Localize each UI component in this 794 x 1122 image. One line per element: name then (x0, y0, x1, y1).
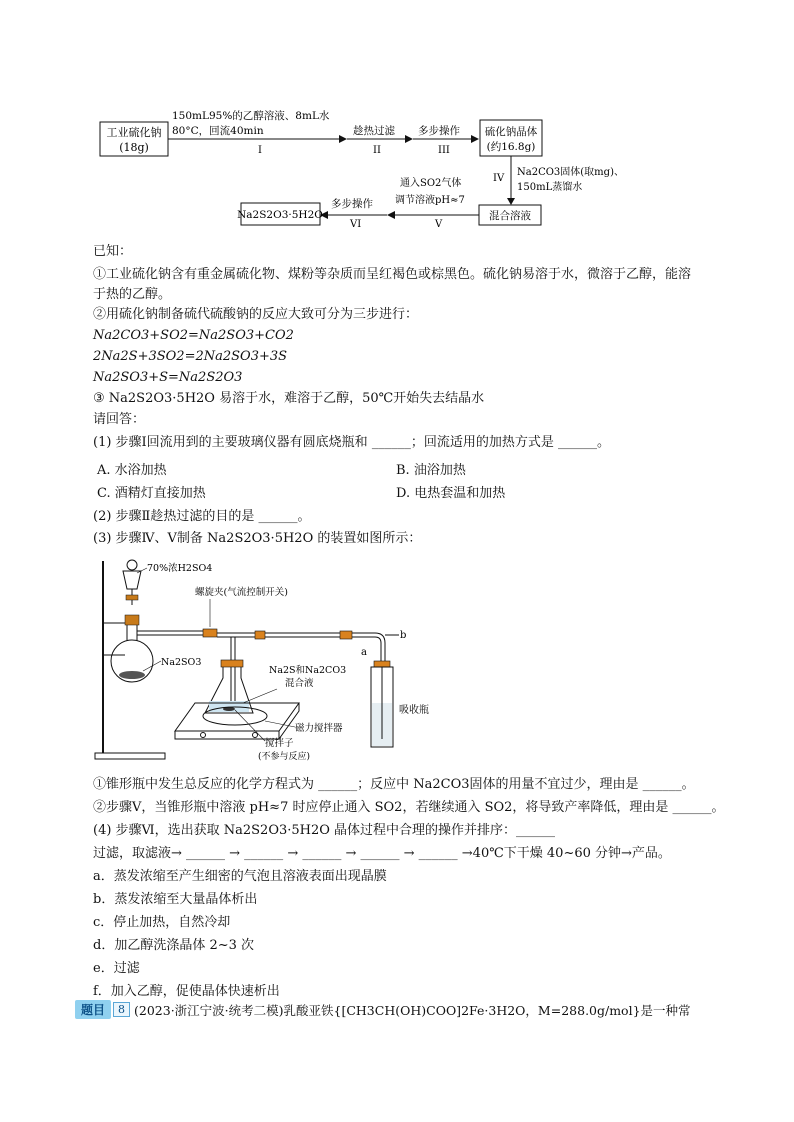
absorber-stopper (374, 661, 390, 667)
mix-label-1: Na2S和Na2CO3 (269, 665, 347, 676)
flowchart (95, 105, 735, 230)
operation-e: e．过滤 (93, 961, 140, 976)
stirrer-knob-1 (201, 733, 206, 738)
known-item-1b: 于热的乙醇。 (93, 287, 172, 302)
connector-1 (255, 631, 265, 639)
funnel-stopper (127, 560, 137, 570)
flask-label: Na2SO3 (161, 657, 202, 668)
flow-arrowhead-4 (507, 198, 515, 205)
apparatus-diagram (95, 553, 429, 768)
flow-box-mixed-text: 混合溶液 (489, 210, 531, 222)
stir-bar-label-2: (不参与反应) (258, 752, 311, 762)
flow-step2-num: II (373, 145, 381, 156)
operation-c: c．停止加热，自然冷却 (93, 915, 231, 930)
flask-stopper (125, 615, 139, 625)
clamp-label: 螺旋夹(气流控制开关) (195, 587, 288, 598)
question-4: (4) 步骤Ⅵ，选出获取 Na2S2O3·5H2O 晶体过程中合理的操作并排序：______ (93, 823, 556, 838)
badge-number: 8 (113, 1002, 130, 1017)
stand-base (95, 753, 165, 759)
question-3: (3) 步骤Ⅳ、Ⅴ制备 Na2S2O3·5H2O 的装置如图所示： (93, 531, 422, 546)
flow-step1-num: I (258, 145, 262, 156)
flow-step4-line2: 150mL蒸馏水 (517, 182, 583, 193)
flow-box-start-line2: (18g) (119, 141, 149, 154)
stir-bar-label-1: 搅拌子 (265, 738, 294, 749)
flow-step4-num: IV (493, 173, 505, 184)
question-2: (2) 步骤Ⅱ趁热过滤的目的是 ______。 (93, 509, 311, 524)
flow-step6-num: VI (350, 219, 362, 230)
question-4-sequence: 过滤，取滤液→ ______ → ______ → ______ → ______ → ______ →40℃下干燥 40~60 分钟→产品。 (93, 846, 671, 861)
operation-a: a．蒸发浓缩至产生细密的气泡且溶液表面出现晶膜 (93, 869, 387, 884)
operation-f: f．加入乙醇，促使晶体快速析出 (93, 984, 280, 999)
option-d: D. 电热套温和加热 (396, 486, 506, 501)
flow-box-start-line1: 工业硫化钠 (106, 126, 162, 139)
flask-solid (119, 671, 145, 679)
flow-step4-line1: Na2CO3固体(取mg)、 (517, 167, 624, 178)
flow-arrowhead-3 (471, 135, 479, 143)
flow-box-product-text: Na2S2O3·5H2O (237, 209, 323, 221)
flow-arrowhead-1 (339, 135, 347, 143)
magnetic-stirrer-front (175, 731, 279, 739)
operation-d: d．加乙醇洗涤晶体 2~3 次 (93, 938, 255, 953)
flow-box-crystal-line2: (约16.8g) (486, 141, 536, 153)
footer-question-text: (2023·浙江宁波·统考二模)乳酸亚铁{[CH3CH(OH)COO]2Fe·3H2O，M=288.0g/mol}是一种常 (134, 1003, 691, 1018)
stirrer-label: 磁力搅拌器 (295, 723, 343, 734)
badge-label: 题目 (75, 1000, 111, 1019)
equation-2: 2Na2S+3SO2=2Na2SO3+3S (93, 349, 288, 364)
stir-bar-label-leader (235, 710, 265, 741)
funnel-stopcock (126, 595, 138, 600)
screw-clamp (203, 629, 217, 637)
flow-step3-text: 多步操作 (418, 125, 460, 137)
absorber-label: 吸收瓶 (399, 705, 429, 716)
flow-box-crystal-line1: 硫化钠晶体 (484, 126, 538, 138)
question-badge (75, 1000, 130, 1018)
question-3-2: ②步骤Ⅴ，当锥形瓶中溶液 pH≈7 时应停止通入 SO2，若继续通入 SO2，将导致产率降低，理由是 ______。 (93, 800, 725, 815)
port-a-label: a (361, 647, 367, 658)
flow-step2-text: 趁热过滤 (353, 125, 395, 137)
flow-step5-line1: 通入SO2气体 (400, 178, 462, 189)
tube-to-absorber-2 (365, 637, 381, 661)
equation-1: Na2CO3+SO2=Na2SO3+CO2 (93, 328, 294, 343)
conical-flask-stopper (221, 660, 243, 667)
funnel-label: 70%浓H2SO4 (147, 563, 213, 574)
stirrer-knob-2 (253, 733, 258, 738)
equation-3: Na2SO3+S=Na2S2O3 (93, 370, 243, 385)
flow-step1-top: 150mL95%的乙醇溶液、8mL水 (172, 110, 330, 122)
stirrer-label-leader (265, 721, 295, 727)
operation-b: b．蒸发浓缩至大量晶体析出 (93, 892, 258, 907)
port-b-label: b (400, 630, 407, 641)
mix-label-2: 混合液 (285, 678, 314, 689)
known-item-1a: ①工业硫化钠含有重金属硫化物、煤粉等杂质而呈红褐色或棕黑色。硫化钠易溶于水，微溶于乙醇，能溶 (93, 267, 692, 282)
option-c: C. 酒精灯直接加热 (97, 486, 206, 501)
flow-step3-num: III (438, 145, 450, 156)
flow-step6-text: 多步操作 (331, 198, 373, 210)
funnel-body (123, 571, 141, 589)
flow-step5-line2: 调节溶液pH≈7 (395, 195, 465, 206)
known-item-3: ③ Na2S2O3·5H2O 易溶于水，难溶于乙醇，50℃开始失去结晶水 (93, 391, 485, 406)
question-1: (1) 步骤Ⅰ回流用到的主要玻璃仪器有圆底烧瓶和 ______；回流适用的加热方式是 ______。 (93, 435, 610, 450)
flow-step5-num: V (435, 219, 443, 230)
flow-step1-mid: 80°C，回流40min (172, 125, 264, 137)
answer-heading: 请回答： (93, 412, 146, 427)
flow-arrowhead-5 (387, 211, 395, 219)
flask-label-leader (143, 661, 161, 671)
known-heading: 已知： (93, 244, 133, 259)
known-item-2: ②用硫化钠制备硫代硫酸钠的反应大致可分为三步进行： (93, 307, 419, 322)
question-3-1: ①锥形瓶中发生总反应的化学方程式为 ______；反应中 Na2CO3固体的用量不宜过少，理由是 ______。 (93, 777, 695, 792)
option-a: A. 水浴加热 (97, 463, 167, 478)
connector-2 (340, 631, 352, 639)
option-b: B. 油浴加热 (396, 463, 466, 478)
flow-arrowhead-2 (405, 135, 413, 143)
mix-label-leader (243, 689, 277, 703)
